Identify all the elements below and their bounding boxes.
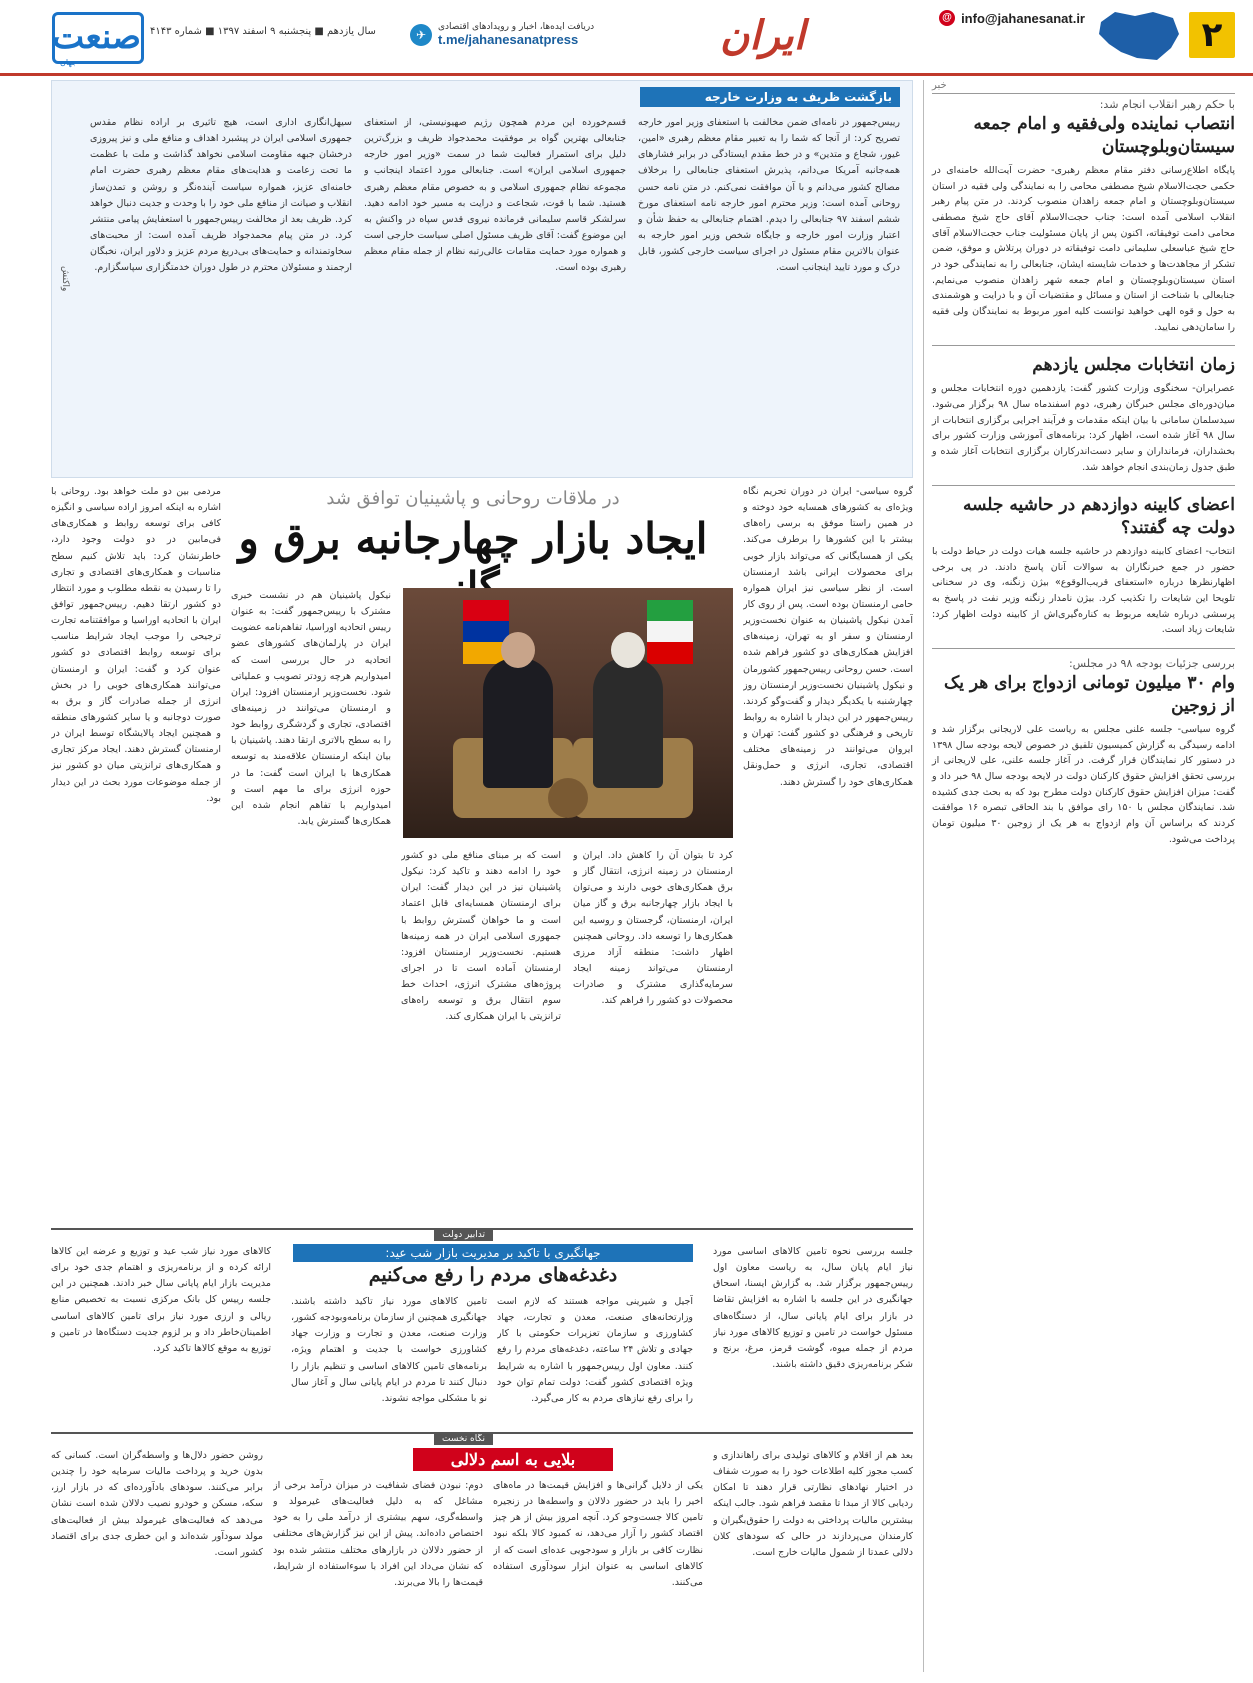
person-figure — [593, 658, 663, 788]
person-figure — [483, 658, 553, 788]
story-column: رییس‌جمهور در نامه‌ای ضمن مخالفت با استعفای وزیر امور خارجه تصریح کرد: از آنجا که شما را به تعبیر مقام معظم رهبری «امین، غیور، شجاع و متدین» و در خط مقدم ایستادگی در برابر فشارهای همه‌جانبه آمریکا می‌دانم، پذیرش استعفای جنابعالی را برخلاف مصالح کشور می‌دانم و با آن موافقت نمی‌کنم. در متن نامه حسن روحانی آمده است: وزیر محترم امور خارجه نامه استعفای مورخ ششم اسفند ۹۷ جنابعالی را دیدم. اهتمام جنابعالی به حفظ شأن و اعتبار وزارت امور خارجه و جایگاه شخص وزیر امور خارجه به عنوان بالاترین مقام مسئول در اجرای سیاست خارجی کشور، قابل درک و مورد تایید اینجانب است. — [638, 117, 900, 274]
story-title: دغدغه‌های مردم را رفع می‌کنیم — [368, 1264, 618, 1286]
story-kicker: بررسی جزئیات بودجه ۹۸ در مجلس: — [1068, 657, 1235, 671]
story-column: نیکول پاشینیان هم در نشست خبری مشترک با رییس‌جمهور گفت: به عنوان رییس اتحادیه اوراسیا، تفاهم‌نامه عضویت ایران در پارلمان‌های کشورهای عضو اتحادیه در حال بررسی است که امیدواریم هرچه زودتر تصویب و عملیاتی شود. نخست‌وزیر ارمنستان افزود: ایران و ارمنستان می‌توانند در زمینه‌های اقتصادی، تجاری و گردشگری روابط خود را به سطح بالاتری ارتقا دهند. پاشینیان با بیان اینکه ارمنستان علاقه‌مند به توسعه همکاری‌ها با ایران است گفت: ما در حوزه انرژی برای ما مهم است و امیدواریم با تفاهم انجام شده این همکاری‌ها گسترش یابد. — [231, 590, 391, 827]
section-tag: نگاه نخست — [434, 1433, 493, 1445]
email-icon: @ — [939, 10, 955, 26]
market-management-story — [51, 1228, 913, 1428]
story-title: زمان انتخابات مجلس یازدهم — [1032, 355, 1235, 376]
story-body: انتخاب- اعضای کابینه دوازدهم در حاشیه جلسه هیات دولت در حیاط دولت با حضور در جمع خبرنگاران به سوالات آنان پاسخ دادند. در پی برخی اظهارنظرها درباره «استعفای قریب‌الوقوع» بیژن زنگنه، وی در سخنانی تلویحا این شایعات را تکذیب کرد. بیژن نامدار زنگنه وزیر نفت در پاسخ به پرسشی درباره شایعه مربوط به کناره‌گیری‌اش از کابینه دولت اظهار کرد: شایعات زیاد است. — [932, 546, 1235, 636]
sidebar-tag: خبر — [932, 80, 1235, 94]
story-title: بلایی به اسم دلالی — [413, 1448, 613, 1471]
telegram-icon: ✈ — [410, 24, 432, 46]
story-column: کرد تا بتوان آن را کاهش داد. ایران و ارمنستان در زمینه انرژی، انتقال گاز و برق همکاری‌های خوبی دارند و می‌توان با ایجاد بازار چهارجانبه برق و گاز میان ایران، ارمنستان، گرجستان و روسیه این همکاری‌ها را توسعه داد. روحانی همچنین اظهار داشت: منطقه آزاد مرزی ارمنستان می‌تواند زمینه ایجاد سرمایه‌گذاری مشترک و صادرات محصولات دو کشور را فراهم کند. — [573, 850, 733, 1007]
story-column: روشن حضور دلال‌ها و واسطه‌گران است. کسانی که بدون خرید و پرداخت مالیات سرمایه خود را چندین برابر می‌کنند. سودهای بادآورده‌ای که در بازار ارز، سکه، مسکن و خودرو نصیب دلالان شده است نشان می‌دهد که فعالیت‌های غیرمولد بیش از فعالیت‌های مولد سودآور شده‌اند و این خطری جدی برای اقتصاد کشور است. — [51, 1450, 263, 1558]
issue-info: سال یازدهم ■ پنجشنبه ۹ اسفند ۱۳۹۷ ■ شماره ۴۱۴۳ — [150, 26, 376, 37]
story-column: دوم: نبودن فضای شفافیت در میزان درآمد برخی از مشاغل که به دلیل فعالیت‌های غیرمولد و واسطه‌گری، سهم بیشتری از درآمد ملی را به خود اختصاص داده‌اند. پیش از این نیز گزارش‌های مختلفی از حضور دلالان در بازارهای مختلف منتشر شده بود که نشان می‌داد این افراد با سوءاستفاده از شرایط، قیمت‌ها را بالا می‌برند. — [273, 1480, 483, 1588]
story-title: اعضای کابینه دوازدهم در حاشیه جلسه دولت چه گفتند؟ — [963, 495, 1235, 539]
newspaper-logo: صنعت — [52, 12, 144, 64]
telegram-caption: دریافت ایده‌ها، اخبار و رویدادهای اقتصادی — [438, 22, 595, 32]
newspaper-logo-sub: جهان — [60, 58, 77, 67]
sidebar-story-election — [932, 354, 1235, 475]
headline: ایجاد بازار چهارجانبه برق و — [238, 514, 708, 563]
story-column: قسم‌خورده این مردم همچون رژیم صهیونیستی، از استعفای جنابعالی بهترین گواه بر موفقیت محمدجواد ظریف و بزرگ‌ترین دلیل برای استمرار فعالیت شما در سمت «وزیر امور خارجه جمهوری اسلامی ایران» است. جنابعالی مورد اعتماد اینجانب و مجموعه نظام جمهوری اسلامی و به خصوص مقام معظم رهبری هستید. شما با قوت، شجاعت و درایت به مسیر خود ادامه دهید. سرلشکر قاسم سلیمانی فرمانده نیروی قدس سپاه در واکنش به این موضوع گفت: آقای ظریف مسئول اصلی سیاست خارجی است و همواره مورد حمایت مقامات عالی‌رتبه نظام از جمله مقام معظم رهبری بوده است. — [364, 117, 626, 274]
telegram-link[interactable] — [410, 22, 594, 47]
story-column: سیهل‌انگاری اداری است، هیچ تاثیری بر اراده نظام مقدس جمهوری اسلامی ایران در پیشبرد اهداف و منافع ملی و نیز پیروزی درخشان جبهه مقاومت اسلامی نخواهد گذاشت و ملت با عظمت ما تحت زعامت و هدایت‌های مقام معظم رهبری حضرت امام خامنه‌ای عزیز، همواره سیاست آینده‌نگر و روشن و تمدن‌ساز انقلاب و صیانت از منافع ملی خود را با وحدت و جدیت دنبال خواهد کرد. ظریف بعد از مخالفت رییس‌جمهور با استعفایش پیامی منتشر کرد. در متن پیام محمدجواد ظریف آمده است: از محبت‌های سخاوتمندانه و حمایت‌های بی‌دریغ مردم عزیز و دلاور ایران، نخبگان ارجمند و مسئولان محترم در طول دوران خدمتگزاری سپاسگزارم. — [90, 117, 352, 274]
story-heading: بازگشت ظریف به وزارت خارجه — [640, 87, 900, 107]
side-label: واکنش — [60, 265, 70, 291]
story-column: کالاهای مورد نیاز شب عید و توزیع و عرضه این کالاها ارائه کرده و از برنامه‌ریزی و اهتمام جدی خود برای مدیریت بازار ایام پایانی سال خبر دادند. همچنین در این جلسه رییس کل بانک مرکزی نسبت به تخصیص منابع ریالی و ارزی مورد نیاز برای تامین کالاهای اساسی اطمینان‌خاطر داد و بر لزوم جدیت دستگاه‌ها در تامین و توزیع به موقع کالاها تاکید کرد. — [51, 1246, 271, 1354]
foreign-ministry-story — [51, 80, 913, 478]
story-column: بعد هم از اقلام و کالاهای تولیدی برای راهاندازی و کسب مجوز کلیه اطلاعات خود را به صورت شفاف در اختیار نهادهای نظارتی قرار دهند تا امکان ردیابی کالا از مبدا تا مقصد فراهم شود. جالب اینکه بیشترین مالیات پرداختی به دولت را حقوق‌بگیران و کارمندان می‌پردازند در حالی که سودهای کلان دلالی عمدتا از شمول مالیات خارج است. — [713, 1450, 913, 1558]
story-kicker: در ملاقات روحانی و پاشینیان توافق شد — [326, 488, 620, 509]
brokerage-story — [51, 1432, 913, 1674]
story-kicker: با حکم رهبر انقلاب انجام شد: — [1099, 98, 1235, 111]
story-column: تامین کالاهای مورد نیاز تاکید داشته باشند. جهانگیری همچنین از سازمان برنامه‌وبودجه کشور، وزارت صنعت، معدن و تجارت و وزارت جهاد کشاورزی خواست با جدیت و اهتمام ویژه، برنامه‌های تامین کالاهای اساسی و تنظیم بازار را دنبال کنند تا مردم در ایام پایانی سال و آغاز سال نو با مشکلی مواجه نشوند. — [291, 1296, 487, 1404]
section-tag: تدابیر دولت — [434, 1229, 493, 1241]
story-column: یکی از دلایل گرانی‌ها و افزایش قیمت‌ها در ماه‌های اخیر را باید در حضور دلالان و واسطه‌ها در زنجیره تامین کالا جست‌وجو کرد. آنچه امروز بیش از هر چیز اقتصاد کشور را آزار می‌دهد، نه کمبود کالا بلکه نبود نظارت کافی بر بازار و سودجویی عده‌ای است که از کالاهای اساسی به عنوان ابزار سودآوری استفاده می‌کنند. — [493, 1480, 703, 1588]
story-title: انتصاب نماینده ولی‌فقیه و امام جمعه سیستان‌وبلوچستان — [973, 114, 1235, 157]
side-table — [548, 778, 588, 818]
story-body: گروه سیاسی- جلسه علنی مجلس به ریاست علی لاریجانی برگزار شد و ادامه رسیدگی به گزارش کمیسیون تلفیق در خصوص لایحه بودجه سال ۱۳۹۸ در دستور کار نمایندگان قرار گرفت. در آغاز جلسه علنی، علی لاریجانی از بررسی تحقق افزایش حقوق کارکنان دولت در لایحه بودجه سال ۹۸ خبر داد و گفت: میزان افزایش حقوق کارکنان دولت مطرح بود که به بحث جدی کشیده شد. نمایندگان مجلس با ۱۵۰ رای موافق با بند الحاقی تبصره ۱۶ موافقت کردند که براساس آن وام ازدواج به هر یک از زوجین ۳۰ میلیون تومان پرداخت می‌شود. — [932, 724, 1235, 845]
divider — [932, 345, 1235, 346]
divider — [932, 485, 1235, 486]
iran-flag-icon — [647, 600, 693, 664]
news-sidebar — [923, 80, 1235, 1672]
story-column: است که بر مبنای منافع ملی دو کشور خود را ادامه دهند و تاکید کرد: نیکول پاشینیان نیز در این دیدار گفت: ایران برای ارمنستان همسایه‌ای قابل اعتماد است و ما خواهان گسترش روابط با جمهوری اسلامی ایران در همه زمینه‌ها هستیم. نخست‌وزیر ارمنستان افزود: ارمنستان آماده است تا در اجرای پروژه‌های مشترک انرژی، احداث خط سوم انتقال برق و توسعه راه‌های ترانزیتی با ایران همکاری کند. — [401, 850, 561, 1023]
story-kicker: جهانگیری با تاکید بر مدیریت بازار شب عید: — [293, 1244, 693, 1262]
telegram-url: t.me/jahanesanatpress — [438, 32, 579, 47]
contact-email[interactable] — [939, 10, 1085, 26]
story-column: گروه سیاسی- ایران در دوران تحریم نگاه ویژه‌ای به کشورهای همسایه خود دوخته و در همین راستا موفق به برسی راه‌های بیشتر با این کشورها را برطرف می‌کند. یکی از همسایگانی که می‌تواند بازار خوبی برای محصولات ایرانی باشد ارمنستان است. از نظر سیاسی نیز ایران همواره حامی ارمنستان بوده است. پس از روی کار آمدن نیکول پاشینیان به عنوان نخست‌وزیر ارمنستان و سفر او به تهران، زمینه‌های افزایش همکاری‌های دو کشور فراهم شده است. حسن روحانی رییس‌جمهور کشورمان و نیکول پاشینیان نخست‌وزیر ارمنستان روز چهارشنبه با یکدیگر دیدار و گفت‌وگو کردند. رییس‌جمهور در این دیدار با اشاره به روابط تاریخی و فرهنگی دو کشور گفت: تهران و ایروان می‌توانند در زمینه‌های مختلف اقتصادی، تجاری، انرژی و حمل‌ونقل همکاری‌های خود را گسترش دهند. — [743, 486, 913, 788]
story-column: آجیل و شیرینی مواجه هستند که لازم است وزارتخانه‌های صنعت، معدن و تجارت، جهاد کشاورزی و سازمان تعزیرات حکومتی با کار جهادی و تلاش ۲۴ ساعته، دغدغه‌های مردم را رفع کنند. معاون اول رییس‌جمهور با اشاره به شرایط ویژه اقتصادی کشور گفت: دولت تمام توان خود را برای رفع نیازهای مردم به کار می‌گیرد. — [497, 1296, 693, 1404]
section-title: ایران — [720, 12, 805, 59]
story-column: جلسه بررسی نحوه تامین کالاهای اساسی مورد نیاز ایام پایان سال، به ریاست معاون اول رییس‌جمهور برگزار شد. به گزارش ایسنا، اسحاق جهانگیری در این جلسه با اشاره به افزایش تقاضا در بازار برای ایام پایانی سال، از دستگاه‌های مسئول خواست در تامین و توزیع کالاهای مورد نیاز مردم از جمله میوه، گوشت قرمز، مرغ، برنج و شکر برنامه‌ریزی دقیق داشته باشند. — [713, 1246, 913, 1370]
iran-map-icon — [1095, 8, 1183, 64]
story-body: عصرایران- سخنگوی وزارت کشور گفت: یازدهمین دوره انتخابات مجلس و میان‌دوره‌ای مجلس خبرگان رهبری، دوم اسفندماه سال ۹۸ برگزار می‌شود. سیدسلمان سامانی با بیان اینکه مقدمات و فرآیند اجرایی برگزاری انتخابات از سال ۹۸ آغاز شده است، اظهار کرد: برنامه‌های آموزشی وزارت کشور برای بخشداران، فرمانداران و سایر دست‌اندرکاران برگزاری انتخابات آغاز شده و طبق جدول زمان‌بندی انجام خواهد شد. — [932, 383, 1235, 473]
meeting-photo — [403, 588, 733, 838]
story-title: وام ۳۰ میلیون تومانی ازدواج برای هر یک از زوجین — [944, 673, 1235, 717]
email-text: info@jahanesanat.ir — [961, 10, 1085, 26]
sidebar-story-appointment — [932, 98, 1235, 335]
page-header — [0, 0, 1253, 76]
story-body: پایگاه اطلاع‌رسانی دفتر مقام معظم رهبری- حضرت آیت‌الله خامنه‌ای در حکمی حجت‌الاسلام شیخ مصطفی محامی را به نمایندگی ولی فقیه در استان سیستان‌وبلوچستان و امام جمعه زاهدان منصوب کردند. در متن پیام رهبر انقلاب اسلامی آمده است: جناب حجت‌الاسلام آقای حاج شیخ مصطفی محامی دامت توفیقاته، اکنون پس از پایان مسئولیت جناب حجت‌الاسلام آقای حاج شیخ عباسعلی سلیمانی دامت توفیقاته در دوران پرتلاش و موفق، ضمن تشکر از مجاهدت‌ها و خدمات شایسته ایشان، جنابعالی را به نمایندگی خود در استان سیستان‌وبلوچستان و امام جمعه شهر زاهدان منصوب می‌نمایم. جنابعالی با شناخت از استان و مسائل و مقتضیات آن و با درایت و هوشمندی به حول و قوه الهی خواهید توانست کلیه امور مربوط به نمایندگان ولی فقیه را سامان‌دهی نمایید. — [932, 164, 1235, 333]
main-story — [51, 484, 913, 1224]
divider — [932, 648, 1235, 649]
page-number: ۲ — [1189, 12, 1235, 58]
sidebar-story-cabinet — [932, 494, 1235, 638]
sidebar-story-budget — [932, 657, 1235, 847]
story-column: مردمی بین دو ملت خواهد بود. روحانی با اشاره به اینکه امروز اراده سیاسی و انگیزه کافی برای توسعه روابط و همکاری‌های فی‌مابین در دو دولت وجود دارد، خاطرنشان کرد: باید تلاش کنیم سطح مناسبات و همکاری‌های اقتصادی و تجاری را تا رسیدن به نقطه مطلوب و مورد انتظار دو کشور ارتقا دهیم. رییس‌جمهور توافق ایران با اتحادیه اوراسیا و موافقتنامه تجارت ترجیحی را موجب ایجاد شرایط مناسب برای توسعه روابط اقتصادی دو کشور عنوان کرد و گفت: ایران و ارمنستان می‌توانند همکاری‌های خوبی را در بخش انرژی از جمله صادرات گاز و برق به صورت دوجانبه و یا سایر کشورهای منطقه و همچنین ایجاد پالایشگاه توسط ایران در ارمنستان گسترش دهند. ایجاد مرکز تجاری و همکاری‌های ترانزیتی میان دو کشور نیز از جمله موضوعات مورد بحث در این دیدار بود. — [51, 486, 221, 804]
